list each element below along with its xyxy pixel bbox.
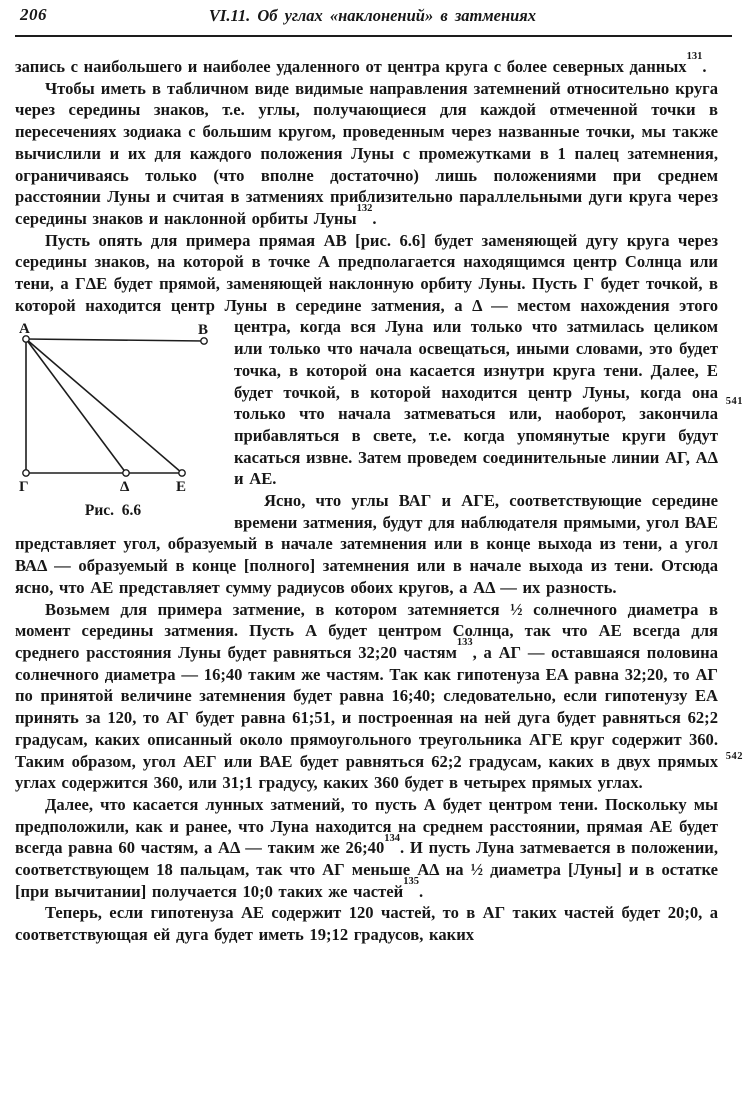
footnote-ref-134: 134 <box>384 832 400 844</box>
figure-caption: Рис. 6.6 <box>84 502 142 520</box>
text-run: . <box>418 881 424 901</box>
label-A: А <box>19 321 30 338</box>
text-run: Пусть опять для примера прямая АВ [рис. 6.6] будет заменяющей дугу круга через середины знаков, на которой в точке А предполагается находящимся центр Солнца или тени, а ГΔЕ будет прямой, заменяющей наклонную орбиту Луны. Пусть Г будет точкой, в которой находится центр Луны в середине затмения, а Δ — местом нахождения этого центра, когда <box>15 230 718 337</box>
text-run: . <box>702 57 707 76</box>
text-run: Чтобы иметь в табличном виде видимые направления затемнений относительно круга через середины знаков, т.е. углы, получающиеся для каждой отмеченной точки в пересечениях зодиака с большим кругом, проведенным через названные точки, мы также вычислили и их для каждого положения Луны с промежутками в 1 палец затемнения, ограничиваясь только (что вполне достаточно) лишь положениями при среднем расстоянии Луны и считая в затмениях приблизительно параллельными дуги круга через середины знаков и наклонной орбиты Луны <box>15 78 718 228</box>
text-run: запись с наибольшего и наиболее удаленного от центра круга с более северных данных <box>15 57 687 76</box>
footnote-ref-131: 131 <box>686 51 703 63</box>
text-run: . <box>372 208 377 228</box>
text-run: Возьмем для примера затмение, в котором затемняется ½ солнечного диаметра в момент середины затмения. Пусть А будет центром Солнца, так что АЕ всегда для среднего расстояния Луны будет равняться 32;20 частям <box>15 599 718 662</box>
header-rule <box>15 35 732 37</box>
point-D <box>123 470 129 476</box>
page-number: 206 <box>20 5 47 24</box>
figure-diagram <box>15 321 221 493</box>
footnote-ref-132: 132 <box>356 203 373 215</box>
marginal-number-541: 541 <box>725 396 743 407</box>
text-run: Теперь, если гипотенуза АЕ содержит 120 частей, то в АГ таких частей будет 20;0, а соответствующая ей дуга будет иметь 19;12 градусов, каких <box>15 903 718 945</box>
line-AB <box>26 339 204 341</box>
line-AE <box>26 339 182 473</box>
paragraph-2 <box>15 78 718 230</box>
footnote-ref-135: 135 <box>403 876 419 888</box>
label-D: Δ <box>120 479 130 494</box>
label-B: В <box>198 322 209 339</box>
text-run: . И пусть Луна затмевается в положении, соответствующем 18 пальцам, так что АГ меньше АΔ на ½ диаметра [Луны] и в остатке [при вычитании] получается 10;0 таких же частей <box>15 838 719 901</box>
text-run: , а АГ — оставшаяся половина солнечного диаметра — 16;40 таким же частям. Так как гипотенуза ЕА равна 32;20, то АГ по принятой величине затемнения будет равна 16;40; следовательно, если гипотенузу ЕА принять за 120, то АГ будет равна 61;51, и построенная на ней дуга будет равняться 62;2 градусам, каких описанный около прямоугольного треугольника АГЕ круг содержит 360. Таким образом, угол АЕГ или ВАЕ будет равняться 62;2 градусам, каких в двух прямых углах содержится 360, или 31;1 градусу, каких 360 будет в четырех прямых углах. <box>15 642 718 793</box>
paragraph-6 <box>15 794 718 903</box>
point-B <box>201 338 207 344</box>
text-column <box>15 51 719 946</box>
line-AD <box>26 339 126 473</box>
text-run: Далее, что касается лунных затмений, то пусть А будет центром тени. Поскольку мы предположили, как и ранее, что Луна находится на среднем расстоянии, прямая АЕ будет всегда равна 60 частям, а АΔ — таким же 26;40 <box>15 794 718 858</box>
paragraph-5 <box>15 599 718 794</box>
marginal-number-542: 542 <box>725 751 743 762</box>
paragraph-7 <box>15 902 718 945</box>
label-G: Г <box>19 479 29 494</box>
point-G <box>23 470 29 476</box>
chapter-title: VI.11. Об углах «наклонений» в затмениях <box>208 6 537 25</box>
text-run: Ясно, что углы ВАГ и АГЕ, соответствующие середине времени затмения, будут для наблюдателя прямыми, угол ВАЕ представляет угол, образуемый в начале затемнения или в конце выхода из тени, а угол ВАΔ — образуемый в конце [полного] затемнения или в начале выхода из тени. Отсюда ясно, что АЕ представляет сумму радиусов обоих кругов, а АΔ — их разность. <box>15 491 718 597</box>
point-E <box>179 470 185 476</box>
figure-6-6 <box>15 321 221 522</box>
paragraph-1 <box>15 51 718 78</box>
text-run: вся Луна или только что затмилась целиком или только что начала освещаться, иными словами, это будет точка, в которой она касается изнутри круга тени. Далее, Е будет точкой, в которой находится центр Луны, когда она только что начала затмеваться или, наоборот, закончила прибавляться в свете, т.е. когда упомянутые круги будут касаться извне. Затем проведем соединительные линии АГ, АΔ и АЕ. <box>234 317 718 489</box>
label-E: Е <box>176 479 187 494</box>
running-header <box>0 0 745 28</box>
footnote-ref-133: 133 <box>456 637 473 649</box>
paragraph-3 <box>15 230 718 520</box>
